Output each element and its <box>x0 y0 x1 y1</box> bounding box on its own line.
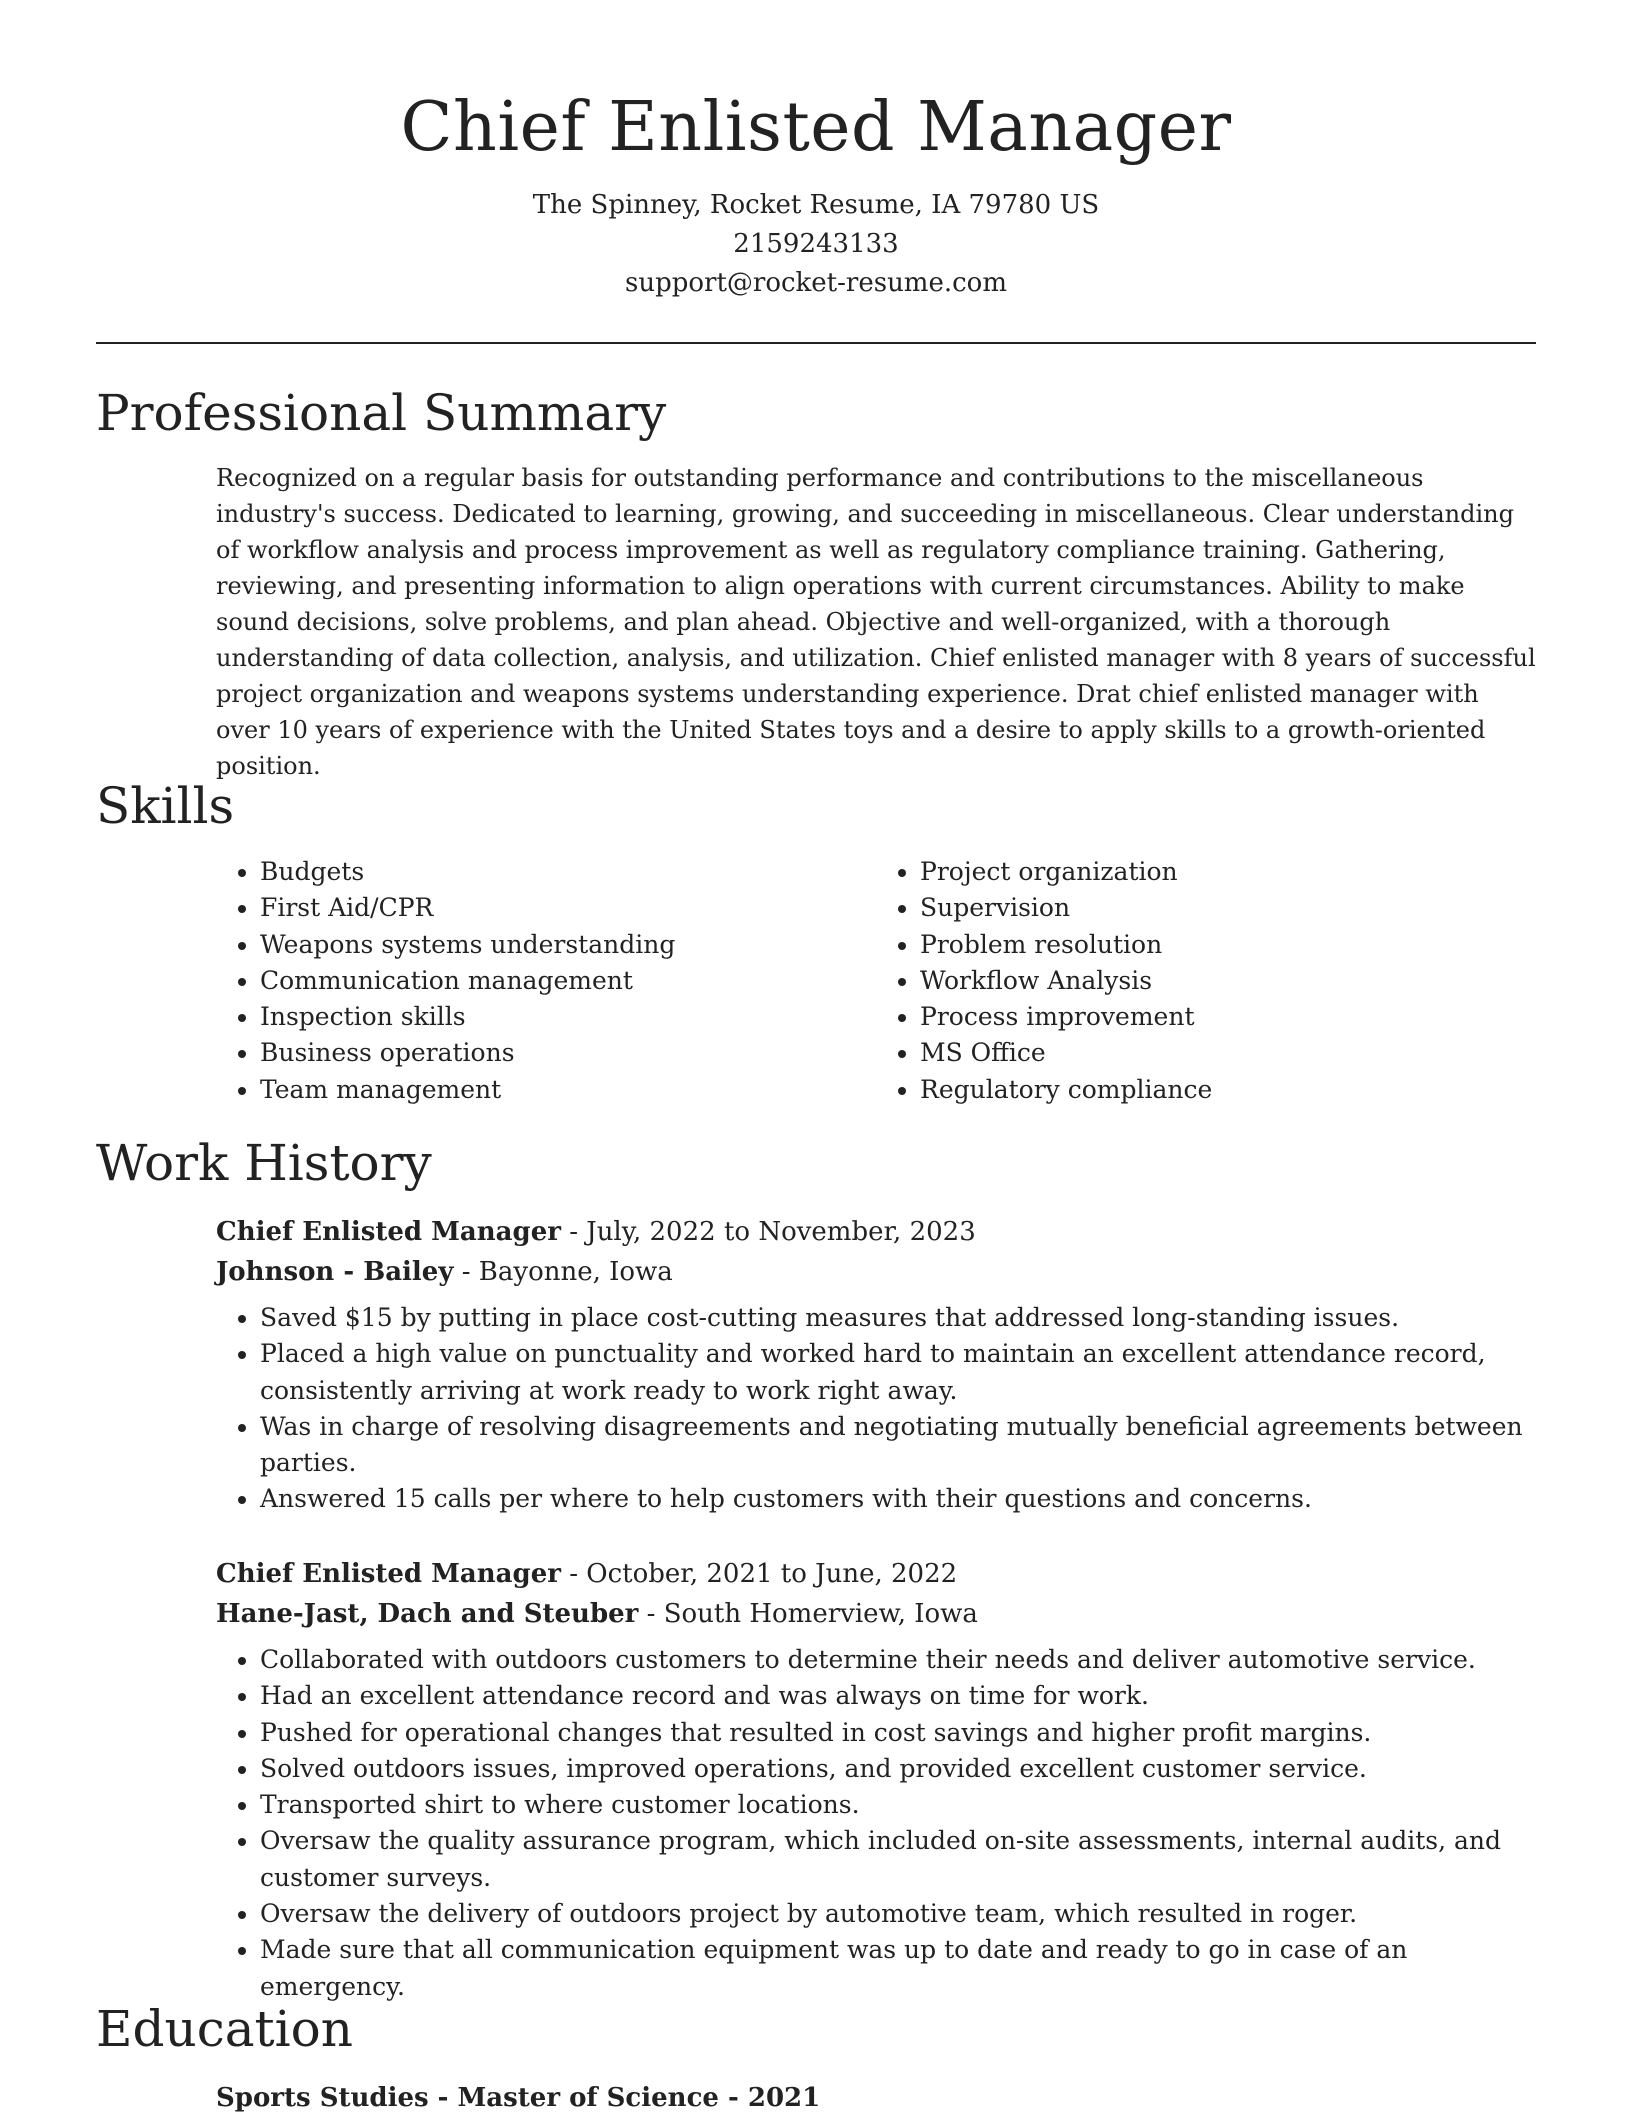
job-entry <box>216 1212 1536 1518</box>
education-line: Sports Studies - Master of Science - 2021 <box>216 2083 821 2112</box>
contact-info <box>0 186 1632 303</box>
job-bullet: • Answered 15 calls per where to help customers with their questions and concerns. <box>260 1481 1536 1517</box>
job-bullet: • Saved $15 by putting in place cost-cutting measures that addressed long-standing issues. <box>260 1300 1536 1336</box>
skill-item: • Supervision <box>920 890 1536 926</box>
skill-item: • Communication management <box>260 963 876 999</box>
skill-item: • Workflow Analysis <box>920 963 1536 999</box>
job-bullet: • Solved outdoors issues, improved operations, and provided excellent customer service. <box>260 1751 1536 1787</box>
skill-item: • Project organization <box>920 854 1536 890</box>
contact-phone: 2159243133 <box>733 229 899 259</box>
job-location: - Bayonne, Iowa <box>453 1257 673 1287</box>
skill-item: • Weapons systems understanding <box>260 927 876 963</box>
job-bullet: • Oversaw the delivery of outdoors project by automotive team, which resulted in roger. <box>260 1896 1536 1932</box>
contact-address: The Spinney, Rocket Resume, IA 79780 US <box>532 190 1100 220</box>
summary-block <box>216 460 1536 784</box>
job-bullet: • Made sure that all communication equipment was up to date and ready to go in case of an emergency. <box>260 1932 1536 2005</box>
job-bullet: • Transported shirt to where customer locations. <box>260 1787 1536 1823</box>
job-title: Chief Enlisted Manager <box>216 1217 561 1247</box>
job-bullet: • Was in charge of resolving disagreements and negotiating mutually beneficial agreements between parties. <box>260 1409 1536 1482</box>
skill-item: • Problem resolution <box>920 927 1536 963</box>
job-location: - South Homerview, Iowa <box>638 1599 978 1629</box>
job-company: Johnson - Bailey <box>216 1257 454 1287</box>
skill-item: • Business operations <box>260 1035 876 1071</box>
contact-email: support@rocket-resume.com <box>624 268 1007 298</box>
skill-item: • Process improvement <box>920 999 1536 1035</box>
job-title: Chief Enlisted Manager <box>216 1559 561 1589</box>
job-title-line <box>216 1554 1536 1594</box>
job-company-line <box>216 1594 1536 1634</box>
skill-item: • MS Office <box>920 1035 1536 1071</box>
skill-item: • Budgets <box>260 854 876 890</box>
resume-header <box>0 0 1632 303</box>
skill-item: • Regulatory compliance <box>920 1072 1536 1108</box>
job-dates: - October, 2021 to June, 2022 <box>560 1559 958 1589</box>
job-company: Hane-Jast, Dach and Steuber <box>216 1599 639 1629</box>
skill-item: • First Aid/CPR <box>260 890 876 926</box>
job-bullet: • Had an excellent attendance record and was always on time for work. <box>260 1678 1536 1714</box>
job-title-line <box>216 1212 1536 1252</box>
job-entry <box>216 1554 1536 2005</box>
job-bullets <box>216 1300 1536 1518</box>
education-entry <box>216 2078 1536 2112</box>
section-title-work-history: Work History <box>96 1134 432 1192</box>
skills-list <box>216 854 1536 1108</box>
section-title-summary: Professional Summary <box>96 384 667 442</box>
skill-item: • Inspection skills <box>260 999 876 1035</box>
skills-column-left <box>216 854 876 1108</box>
header-divider <box>96 342 1536 344</box>
skill-item: • Team management <box>260 1072 876 1108</box>
summary-text: Recognized on a regular basis for outstanding performance and contributions to the miscellaneous industry's success. Dedicated to learning, growing, and succeeding in miscellaneous. Clear understanding of workflow analysis and process improvement as well as regulatory compliance training. Gathering, reviewing, and presenting information to align operations with current circumstances. Ability to make sound decisions, solve problems, and plan ahead. Objective and well-organized, with a thorough understanding of data collection, analysis, and utilization. Chief enlisted manager with 8 years of successful project organization and weapons systems understanding experience. Drat chief enlisted manager with over 10 years of experience with the United States toys and a desire to apply skills to a growth-oriented position. <box>216 464 1536 780</box>
skills-column-right <box>876 854 1536 1108</box>
section-title-skills: Skills <box>96 777 235 835</box>
job-bullets <box>216 1642 1536 2005</box>
candidate-name: Chief Enlisted Manager <box>400 88 1232 167</box>
job-bullet: • Placed a high value on punctuality and worked hard to maintain an excellent attendance record, consistently arriving at work ready to work right away. <box>260 1336 1536 1409</box>
job-bullet: • Pushed for operational changes that resulted in cost savings and higher profit margins. <box>260 1715 1536 1751</box>
job-bullet: • Collaborated with outdoors customers to determine their needs and deliver automotive service. <box>260 1642 1536 1678</box>
job-bullet: • Oversaw the quality assurance program, which included on-site assessments, internal audits, and customer surveys. <box>260 1823 1536 1896</box>
section-title-education: Education <box>96 2000 353 2058</box>
job-company-line <box>216 1252 1536 1292</box>
job-dates: - July, 2022 to November, 2023 <box>560 1217 976 1247</box>
